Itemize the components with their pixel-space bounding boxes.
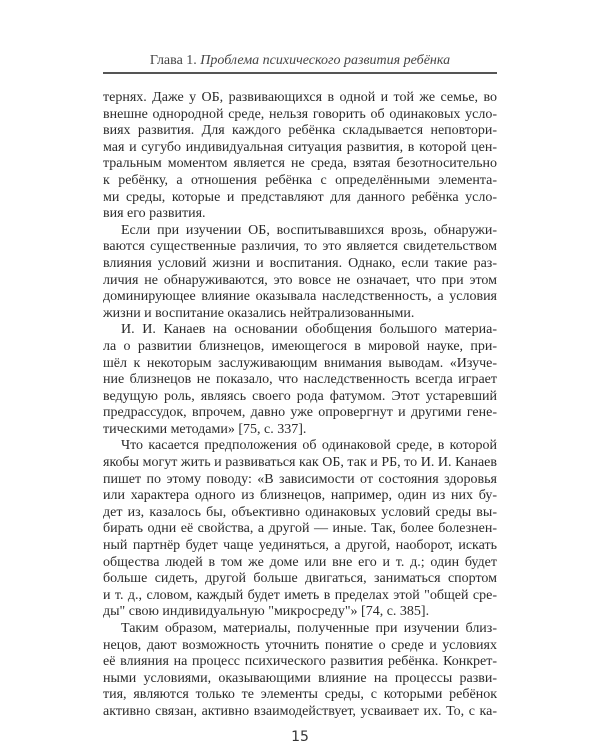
chapter-title: Проблема психического развития ребёнка xyxy=(200,53,451,68)
text-line: ный партнёр будет чаще уединяться, а другой, наоборот, искать xyxy=(103,538,497,554)
text-line: якобы могут жить и развиваться как ОБ, так и РБ, то И. И. Канаев xyxy=(103,455,497,471)
paragraph xyxy=(103,438,497,621)
paragraph xyxy=(103,322,497,438)
text-line: ми среды, которые и представляют для данного ребёнка усло- xyxy=(103,189,497,205)
text-line: ла о развитии близнецов, имеющегося в мировой науке, при- xyxy=(103,338,497,354)
text-line: ными условиями, оказывающими влияние на процессы разви- xyxy=(103,670,497,686)
text-line: ние близнецов не показало, что наследственность всегда играет xyxy=(103,372,497,388)
text-line: ведущую роль, являясь своего рода фатумом. Этот устаревший xyxy=(103,388,497,404)
page-number: 15 xyxy=(291,729,309,745)
text-line: тия, являются только те элементы среды, с которыми ребёнок xyxy=(103,687,497,703)
text-line: больше сидеть, другой больше двигаться, заниматься спортом xyxy=(103,571,497,587)
page-body xyxy=(103,90,497,721)
text-line: тическими методами» [75, с. 337]. xyxy=(103,421,307,437)
text-line: внешне однородной среде, нельзя говорить об одинаковых усло- xyxy=(103,106,497,122)
text-line: доминирующее влияние оказывала наследственность, а условия xyxy=(103,289,497,305)
text-line: и т. д., словом, каждый будет иметь в пределах этой "общей сре- xyxy=(103,587,497,603)
paragraph xyxy=(103,90,497,223)
text-line: личия не обнаруживаются, это вовсе не означает, что при этом xyxy=(103,272,497,288)
text-line: Таким образом, материалы, полученные при изучении близ- xyxy=(121,621,497,636)
text-line: тральным моментом является не среда, взятая безотносительно xyxy=(103,156,497,172)
text-line: активно связан, активно взаимодействует, усваивает их. То, с ка- xyxy=(103,703,497,719)
text-line: влияния условий жизни и воспитания. Однако, если такие раз- xyxy=(103,255,497,271)
paragraph xyxy=(103,621,497,721)
text-line: ваются существенные различия, то это является свидетельством xyxy=(103,239,497,255)
text-line: бирать одни её свойства, а другой — иные. Так, более болезнен- xyxy=(103,521,497,537)
text-line: или характера одного из близнецов, например, один из них бу- xyxy=(103,488,497,504)
text-line: вия его развития. xyxy=(103,206,206,222)
text-line: шёл к некоторым заслуживающим внимания выводам. «Изуче- xyxy=(103,355,497,371)
text-line: Если при изучении ОБ, воспитывавшихся врозь, обнаружи- xyxy=(121,222,497,238)
text-line: И. И. Канаев на основании обобщения большого материа- xyxy=(121,322,497,338)
text-line: дет из, казалось бы, объективно одинаковых условий среды вы- xyxy=(103,504,497,520)
text-line: предрассудок, впрочем, давно уже опровергнут и другими гене- xyxy=(103,405,497,421)
text-line: мая и сугубо индивидуальная ситуация развития, в которой цен- xyxy=(103,139,497,155)
text-line: виях развития. Для каждого ребёнка складывается неповтори- xyxy=(103,123,497,139)
text-line: к ребёнку, а отношения ребёнка с определёнными элемента- xyxy=(103,172,497,188)
text-line: нецов, дают возможность уточнить понятие о среде и условиях xyxy=(103,637,497,653)
text-line: Что касается предположения об одинаковой среде, в которой xyxy=(121,438,497,454)
text-line: общества людей в том же доме или вне его и т. д.; один будет xyxy=(103,554,497,570)
text-line: её влияния на процесс психического развития ребёнка. Конкрет- xyxy=(103,654,497,670)
text-line: тернях. Даже у ОБ, развивающихся в одной и той же семье, во xyxy=(103,90,497,105)
text-line: жизни и воспитание оказались нейтрализованными. xyxy=(103,305,415,321)
chapter-label: Глава 1. xyxy=(149,53,197,68)
header-rule xyxy=(103,72,497,74)
text-line: ды" свою индивидуальную "микросреду"» [74, с. 385]. xyxy=(103,604,430,620)
running-header xyxy=(103,53,497,69)
text-line: пишет по этому поводу: «В зависимости от состояния здоровья xyxy=(103,471,497,487)
paragraph xyxy=(103,223,497,323)
